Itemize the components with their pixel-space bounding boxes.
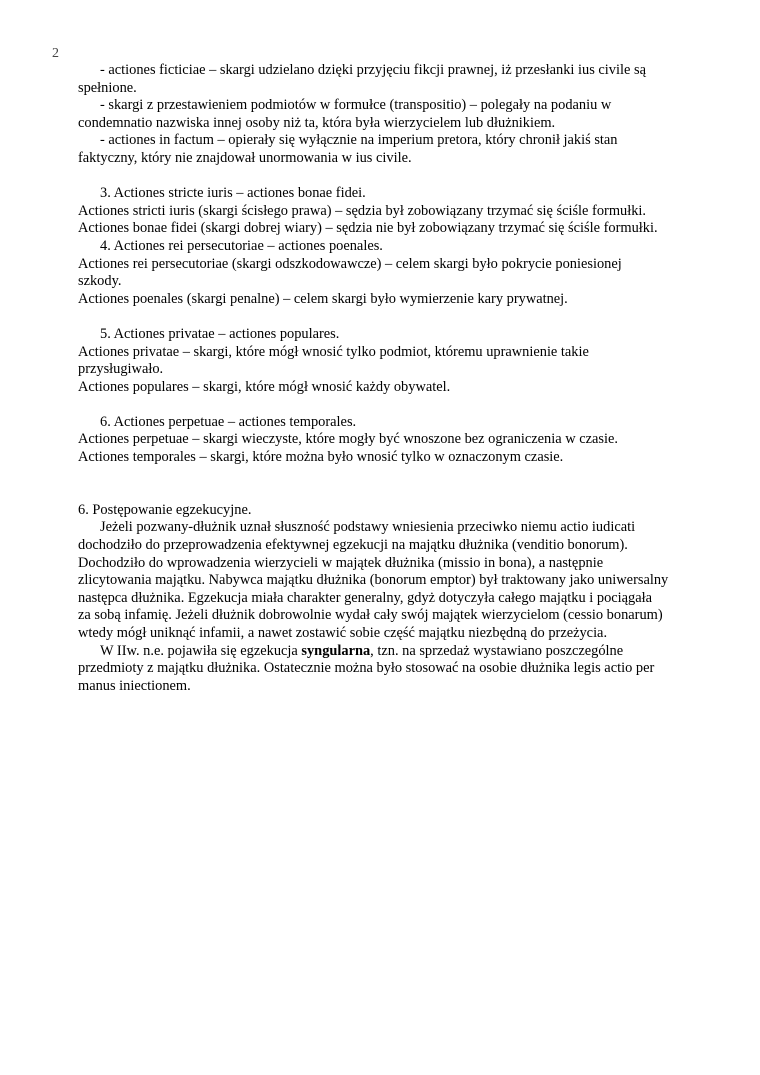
text-segment: , tzn. na sprzedaż wystawiano poszczególne	[370, 642, 624, 659]
text-line: Actiones poenales (skargi penalne) – celem skargi było wymierzenie kary prywatnej.	[78, 290, 568, 307]
text-line: następca dłużnika. Egzekucja miała charakter generalny, gdyż dotyczyła całego majątku i pociągała	[78, 589, 653, 606]
text-line: Actiones bonae fidei (skargi dobrej wiary) – sędzia nie był zobowiązany trzymać się ściśle formułki.	[78, 220, 658, 237]
text-line: wtedy mógł uniknąć infamii, a nawet zostawić sobie część majątku niezbędną do przeżycia.	[78, 625, 608, 641]
text-line: za sobą infamię. Jeżeli dłużnik dobrowolnie wydał cały swój majątek wierzycielom (cessio bonarum)	[78, 607, 663, 624]
text-line: przysługiwało.	[78, 361, 164, 378]
text-segment: W IIw. n.e. pojawiła się egzekucja	[100, 642, 302, 659]
blank-line	[78, 467, 708, 502]
text-line: 4. Actiones rei persecutoriae – actiones poenales.	[100, 237, 383, 254]
text-line	[78, 643, 708, 661]
bold-term: syngularna	[301, 642, 371, 659]
blank-line	[78, 168, 708, 186]
text-line: dochodziło do przeprowadzenia efektywnej egzekucji na majątku dłużnika (venditio bonorum).	[78, 537, 628, 554]
text-line: szkody.	[78, 273, 122, 290]
text-line: Actiones stricti iuris (skargi ścisłego prawa) – sędzia był zobowiązany trzymać się ściśle formułki.	[78, 202, 647, 219]
text-line: zlicytowania majątku. Nabywca majątku dłużnika (bonorum emptor) był traktowany jako uniwersalny	[78, 572, 669, 589]
text-line: 6. Postępowanie egzekucyjne.	[78, 501, 252, 518]
text-line: manus iniectionem.	[78, 677, 191, 694]
text-line: - actiones ficticiae – skargi udzielano dzięki przyjęciu fikcji prawnej, iż przesłanki ius civile są	[100, 62, 646, 78]
text-line: 5. Actiones privatae – actiones populares.	[100, 325, 340, 342]
text-line: - actiones in factum – opierały się wyłącznie na imperium pretora, który chronił jakiś stan	[100, 132, 618, 149]
text-line: Actiones populares – skargi, które mógł wnosić każdy obywatel.	[78, 378, 451, 395]
text-line: spełnione.	[78, 79, 137, 96]
text-line: przedmioty z majątku dłużnika. Ostatecznie można było stosować na osobie dłużnika legis actio per	[78, 660, 655, 677]
text-line: Actiones privatae – skargi, które mógł wnosić tylko podmiot, któremu uprawnienie takie	[78, 343, 589, 360]
text-line: Actiones perpetuae – skargi wieczyste, które mogły być wnoszone bez ograniczenia w czasie.	[78, 431, 618, 448]
text-line: Actiones rei persecutoriae (skargi odszkodowawcze) – celem skargi było pokrycie poniesionej	[78, 255, 622, 272]
text-line: Actiones temporales – skargi, które można było wnosić tylko w oznaczonym czasie.	[78, 449, 564, 466]
blank-line	[78, 396, 708, 414]
text-line: condemnatio nazwiska innej osoby niż ta, która była wierzycielem lub dłużnikiem.	[78, 114, 556, 131]
text-line: Jeżeli pozwany-dłużnik uznał słuszność podstawy wniesienia przeciwko niemu actio iudicati	[100, 519, 636, 536]
blank-line	[78, 308, 708, 326]
text-line: - skargi z przestawieniem podmiotów w formułce (transpositio) – polegały na podaniu w	[100, 97, 612, 114]
text-line: faktyczny, który nie znajdował unormowania w ius civile.	[78, 149, 412, 166]
text-line: 6. Actiones perpetuae – actiones temporales.	[100, 413, 357, 430]
text-line: Dochodziło do wprowadzenia wierzycieli w majątek dłużnika (missio in bona), a następnie	[78, 554, 604, 571]
document-body	[78, 62, 708, 695]
page-number: 2	[52, 46, 59, 61]
text-line: 3. Actiones stricte iuris – actiones bonae fidei.	[100, 185, 366, 202]
